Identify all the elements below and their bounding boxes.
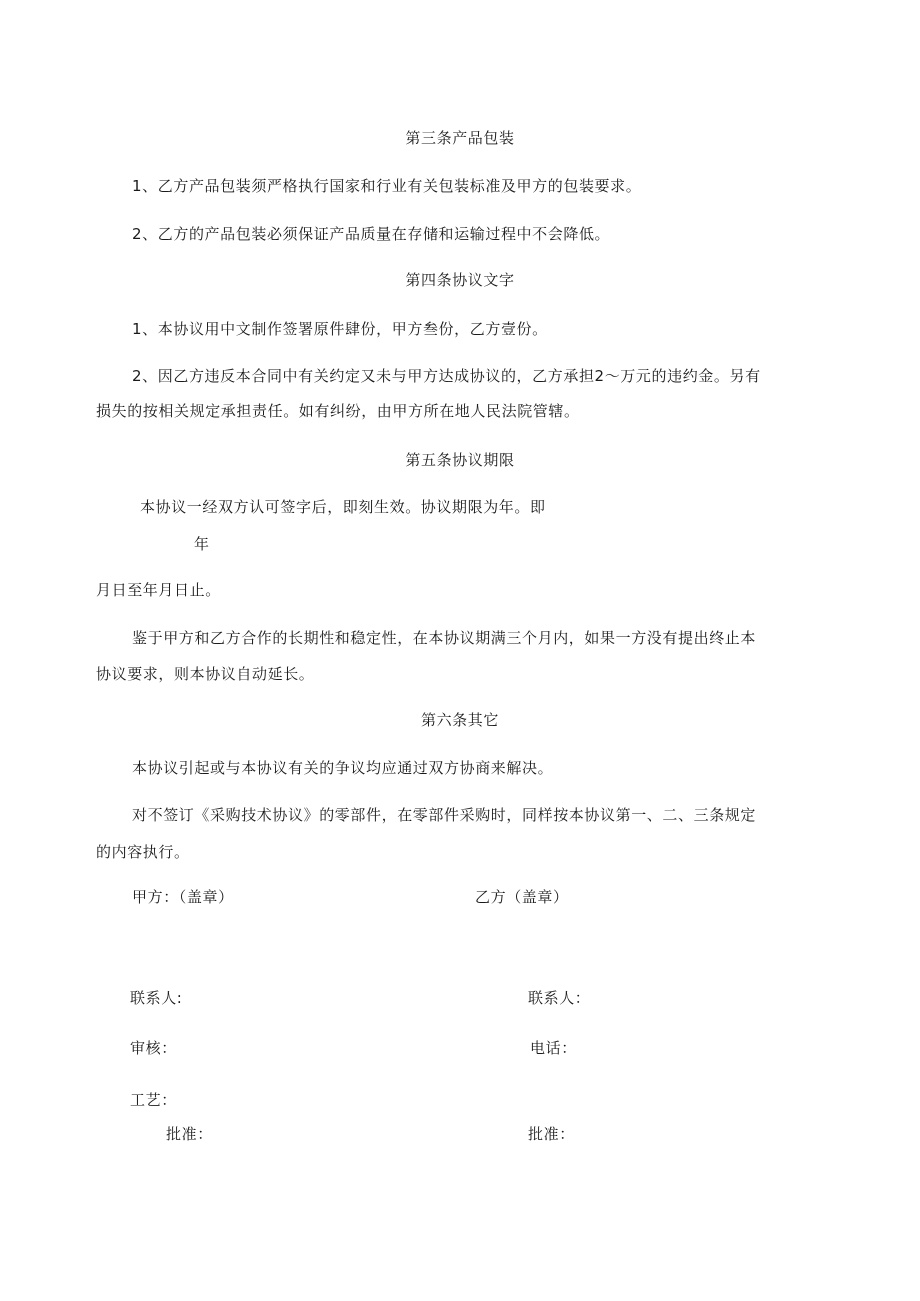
section3-item2: 2、乙方的产品包装必须保证产品质量在存储和运输过程中不会降低。: [132, 225, 611, 243]
party-a-contact: 联系人:: [130, 989, 183, 1007]
party-a-label: 甲方：（盖章）: [132, 888, 234, 906]
party-b-approve: 批准：: [528, 1125, 575, 1143]
section5-p1-line3: 月日至年月日止。: [96, 581, 221, 599]
party-a-approve: 批准：: [166, 1125, 213, 1143]
party-a-process: 工艺：: [130, 1091, 177, 1109]
section5-p2-line1: 鉴于甲方和乙方合作的长期性和稳定性，在本协议期满三个月内，如果一方没有提出终止本: [132, 629, 757, 647]
section5-p2-line2: 协议要求，则本协议自动延长。: [96, 665, 315, 683]
section4-item1: 1、本协议用中文制作签署原件肆份，甲方叁份，乙方壹份。: [132, 320, 548, 338]
section6-p1: 本协议引起或与本协议有关的争议均应通过双方协商来解决。: [132, 759, 554, 777]
party-a-review: 审核：: [130, 1039, 177, 1057]
section3-item1: 1、乙方产品包装须严格执行国家和行业有关包装标准及甲方的包装要求。: [132, 177, 642, 195]
section4-item2-line1: 2、因乙方违反本合同中有关约定又未与甲方达成协议的，乙方承担2～万元的违约金。另有: [132, 367, 761, 385]
party-b-label: 乙方（盖章）: [475, 888, 569, 906]
party-b-contact: 联系人：: [528, 989, 591, 1007]
section4-heading: 第四条协议文字: [405, 271, 515, 289]
section5-heading: 第五条协议期限: [405, 451, 515, 469]
section6-heading: 第六条其它: [420, 711, 499, 729]
section4-item2-line2: 损失的按相关规定承担责任。如有纠纷，由甲方所在地人民法院管辖。: [96, 402, 580, 420]
section6-p2-line2: 的内容执行。: [96, 843, 190, 861]
section3-heading: 第三条产品包装: [405, 129, 515, 147]
party-b-phone: 电话：: [530, 1039, 577, 1057]
section5-p1-line1: 本协议一经双方认可签字后，即刻生效。协议期限为年。即: [140, 498, 546, 516]
section6-p2-line1: 对不签订《采购技术协议》的零部件，在零部件采购时，同样按本协议第一、二、三条规定: [132, 806, 757, 824]
section5-p1-line2: 年: [194, 535, 210, 553]
